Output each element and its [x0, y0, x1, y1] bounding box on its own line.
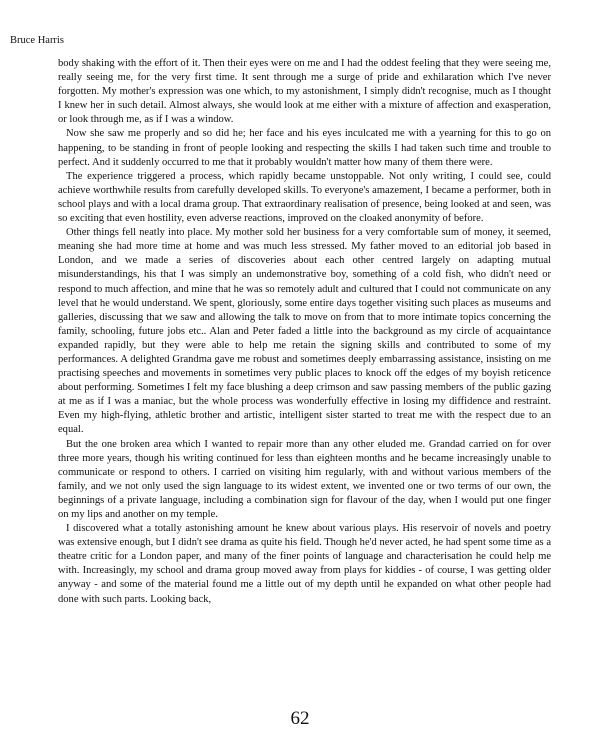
paragraph: The experience triggered a process, which rapidly became unstoppable. Not only writing, I could see, could achieve worthwhile results from carefully developed skills. To everyone's amazement, I became a performer, both in school plays and with a local drama group. That extraordinary realisation of presence, being looked at and seen, was so exciting that even hostility, even adverse reactions, improved on the cloaked anonymity of before.	[58, 170, 551, 225]
paragraph: I discovered what a totally astonishing amount he knew about various plays. His reservoir of novels and poetry was extensive enough, but I didn't see drama as quite his field. Though he'd never acted, he had spent some time as a theatre critic for a London paper, and many of the finer points of language and characterisation he could help me with. Increasingly, my school and drama group moved away from plays for kiddies - of course, I was getting older anyway - and some of the material found me a little out of my depth until he expanded on what other people had done with such parts. Looking back,	[58, 523, 551, 605]
paragraph: body shaking with the effort of it. Then their eyes were on me and I had the oddest feeling that they were seeing me, really seeing me, for the very first time. It sent through me a surge of pride and exhilaration which I've never forgotten. My mother's expression was one which, to my astonishment, I simply didn't recognise, much as I thought I knew her in such detail. Almost always, she would look at me either with a mixture of affection and exasperation, or look through me, as if I was a window.	[58, 58, 551, 126]
paragraph: But the one broken area which I wanted to repair more than any other eluded me. Grandad carried on for over three more years, though his writing continued for less than eighteen months and he became increasingly unable to communicate or respond to others. I carried on visiting him regularly, with and without various members of the family, and we not only used the sign language to its widest extent, we invented one or two terms of our own, the beginnings of a private language, including a combination sign for flavour of the day, when I would put one finger on my lips and another on my temple.	[58, 438, 551, 520]
body-text	[58, 57, 551, 607]
paragraph: Other things fell neatly into place. My mother sold her business for a very comfortable sum of money, it seemed, meaning she had more time at home and was much less stressed. My father moved to an editorial job based in London, and we made a series of discoveries about each other centred largely on adapting mutual misunderstandings, his that I was simply an undemonstrative boy, something of a cold fish, who didn't need or respond to much affection, and mine that he was so remotely adult and cultured that I could not communicate on any level that he would understand. We spent, gloriously, some entire days together visiting such places as museums and galleries, discussing that we saw and allowing the talk to move on from that to more intimate topics concerning the family, schooling, future jobs etc.. Alan and Peter faded a little into the background as my circle of acquaintance expanded rapidly, but they were able to help me retain the signing skills and contributed to some of my performances. A delighted Grandma gave me robust and sometimes deeply embarrassing assistance, insisting on me practising speeches and movements in sometimes very public places to knock off the edges of my boyish reticence about performing. Sometimes I felt my face blushing a deep crimson and saw passing members of the public gazing at me as if I was a maniac, but the whole process was wonderfully effective in losing my diffidence and restraint. Even my high-flying, athletic brother and artistic, intelligent sister started to treat me with the respect due to an equal.	[58, 227, 551, 436]
page-number: 62	[290, 708, 310, 729]
paragraph: Now she saw me properly and so did he; her face and his eyes inculcated me with a yearning for this to go on happening, to be standing in front of people looking and respecting the skills I had taken such time and trouble to perfect. And it suddenly occurred to me that it probably wouldn't matter how many of them there were.	[58, 128, 551, 168]
running-head-author: Bruce Harris	[10, 35, 64, 46]
